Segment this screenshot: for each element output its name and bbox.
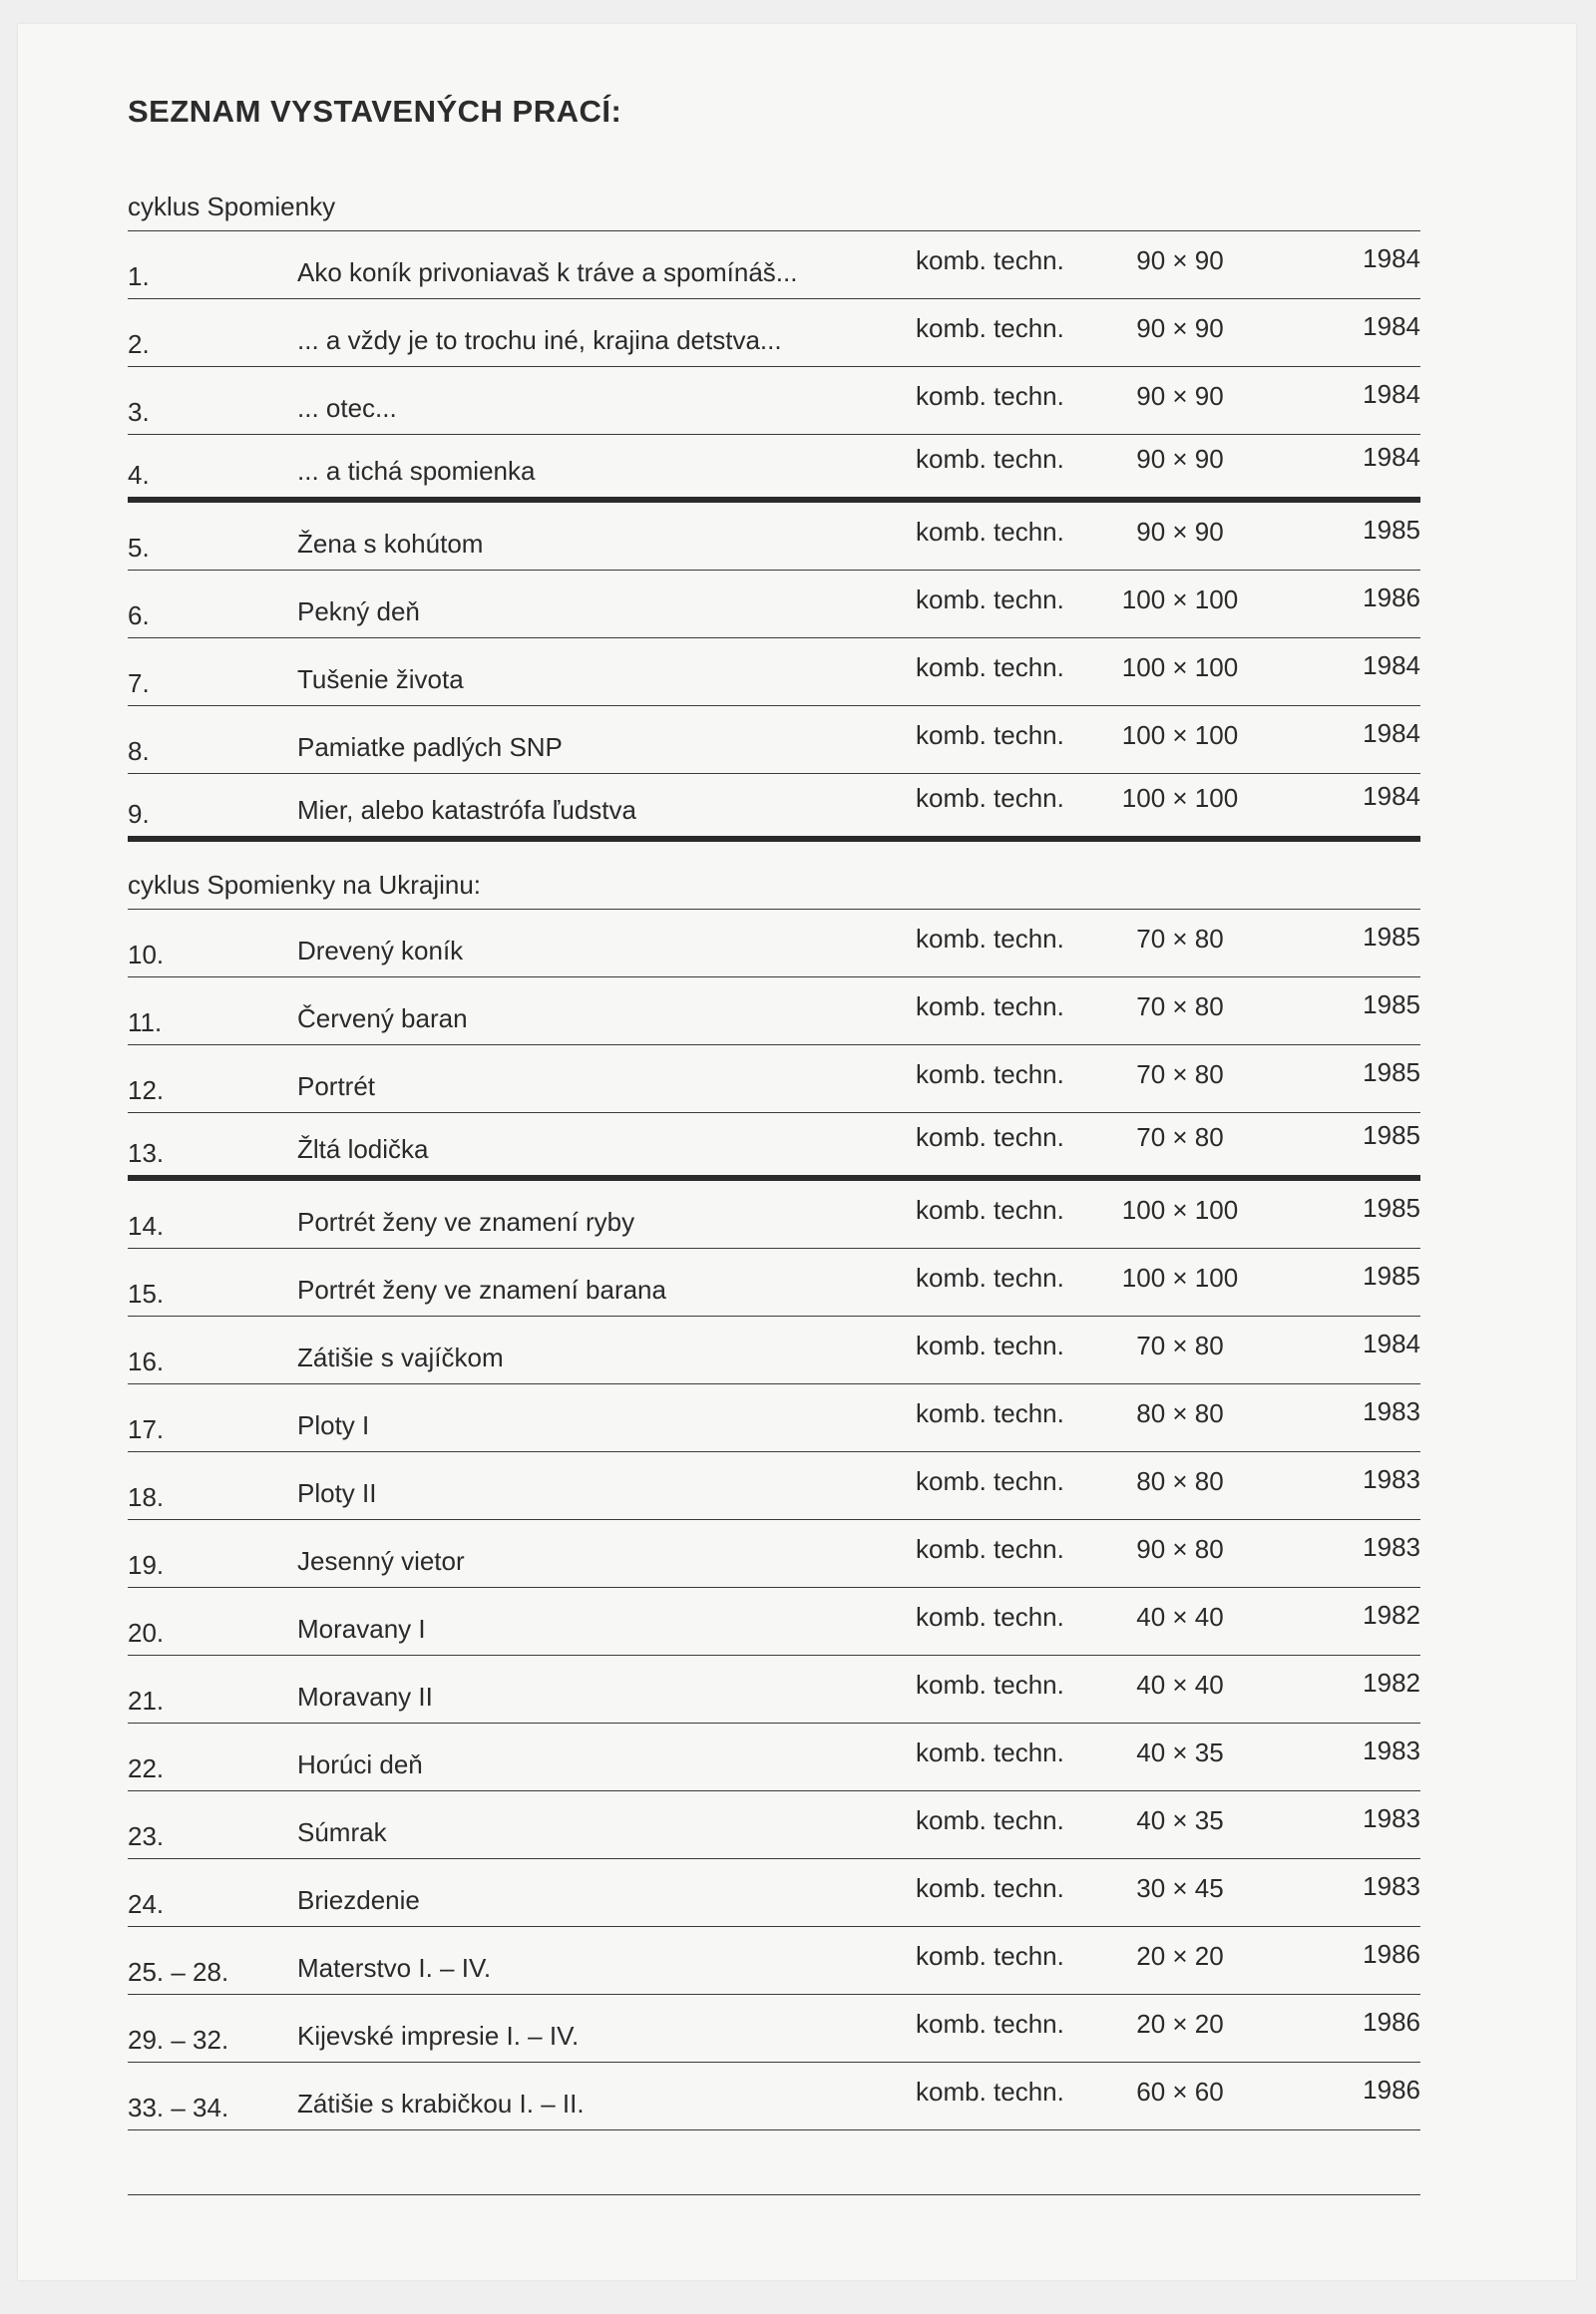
work-title: Portrét [297,1071,376,1101]
technique: komb. techn. [916,1534,1064,1564]
technique: komb. techn. [916,517,1064,547]
item-number: 2. [128,329,150,359]
year: 1984 [1363,718,1420,748]
item-number: 25. – 28. [128,1957,229,1987]
table-row [128,1656,1420,1724]
table-row [128,977,1420,1045]
year: 1986 [1363,1939,1420,1969]
year: 1984 [1363,243,1420,273]
work-title: Žena s kohútom [297,529,484,559]
year: 1986 [1363,2007,1420,2037]
year: 1983 [1363,1464,1420,1494]
dimensions: 100 × 100 [1121,1195,1239,1225]
work-title: Zátišie s vajíčkom [297,1343,504,1372]
table-row [128,1045,1420,1113]
work-title: Materstvo I. – IV. [297,1953,492,1983]
work-title: ... a vždy je to trochu iné, krajina detstva... [297,325,782,355]
dimensions: 20 × 20 [1136,1941,1224,1971]
technique: komb. techn. [916,1737,1064,1767]
technique: komb. techn. [916,245,1064,275]
year: 1986 [1363,2075,1420,2105]
work-title: Ploty II [297,1478,377,1508]
table-row [128,2063,1420,2130]
item-number: 7. [128,668,150,698]
technique: komb. techn. [916,1263,1064,1293]
technique: komb. techn. [916,783,1064,813]
cycle-heading [128,164,1420,231]
dimensions: 70 × 80 [1136,924,1224,954]
table-row [128,910,1420,977]
year: 1983 [1363,1396,1420,1426]
year: 1984 [1363,379,1420,409]
year: 1985 [1363,989,1420,1019]
dimensions: 90 × 90 [1136,381,1224,411]
item-number: 8. [128,736,150,766]
dimensions: 40 × 40 [1136,1602,1224,1632]
year: 1985 [1363,1120,1420,1150]
dimensions: 40 × 35 [1136,1805,1224,1835]
technique: komb. techn. [916,1602,1064,1632]
technique: komb. techn. [916,2009,1064,2039]
item-number: 33. – 34. [128,2093,229,2122]
work-title: Zátišie s krabičkou I. – II. [297,2089,585,2119]
table-row [128,435,1420,503]
item-number: 19. [128,1550,165,1580]
dimensions: 90 × 90 [1136,245,1224,275]
dimensions: 70 × 80 [1136,1122,1224,1152]
table-row [128,1859,1420,1927]
work-title: Súmrak [297,1817,387,1847]
item-number: 18. [128,1482,165,1512]
item-number: 14. [128,1211,165,1241]
technique: komb. techn. [916,1059,1064,1089]
item-number: 3. [128,397,150,427]
cycle-label: cyklus Spomienky [128,192,336,221]
item-number: 6. [128,600,150,630]
table-row [128,1588,1420,1656]
work-title: Žltá lodička [297,1134,429,1164]
work-title: Jesenný vietor [297,1546,465,1576]
technique: komb. techn. [916,2077,1064,2107]
year: 1986 [1363,582,1420,612]
table-row [128,1317,1420,1384]
table-row [128,1181,1420,1249]
table-row [128,1384,1420,1452]
work-title: Červený baran [297,1003,468,1033]
item-number: 22. [128,1753,165,1783]
work-title: Ako koník privoniavaš k tráve a spomínáš... [297,257,798,287]
technique: komb. techn. [916,1466,1064,1496]
work-title: Pekný deň [297,596,420,626]
item-number: 15. [128,1279,165,1309]
year: 1984 [1363,442,1420,472]
technique: komb. techn. [916,313,1064,343]
item-number: 20. [128,1618,165,1648]
dimensions: 60 × 60 [1136,2077,1224,2107]
item-number: 1. [128,261,150,291]
technique: komb. techn. [916,991,1064,1021]
dimensions: 100 × 100 [1121,1263,1239,1293]
technique: komb. techn. [916,444,1064,474]
work-title: ... otec... [297,393,397,423]
item-number: 10. [128,940,165,969]
dimensions: 40 × 40 [1136,1670,1224,1700]
year: 1983 [1363,1871,1420,1901]
dimensions: 90 × 90 [1136,517,1224,547]
table-row [128,571,1420,638]
technique: komb. techn. [916,381,1064,411]
table-row [128,231,1420,299]
work-title: Mier, alebo katastrófa ľudstva [297,795,636,825]
table-row [128,503,1420,571]
technique: komb. techn. [916,1195,1064,1225]
cycle-label: cyklus Spomienky na Ukrajinu: [128,870,482,900]
dimensions: 80 × 80 [1136,1466,1224,1496]
cycle-heading [128,842,1420,910]
table-row [128,1927,1420,1995]
work-title: Portrét ženy ve znamení barana [297,1275,666,1305]
item-number: 5. [128,533,150,563]
year: 1984 [1363,781,1420,811]
work-title: Ploty I [297,1410,370,1440]
item-number: 4. [128,460,150,490]
dimensions: 30 × 45 [1136,1873,1224,1903]
year: 1984 [1363,650,1420,680]
technique: komb. techn. [916,1941,1064,1971]
table-row [128,1113,1420,1181]
item-number: 12. [128,1075,165,1105]
dimensions: 40 × 35 [1136,1737,1224,1767]
item-number: 13. [128,1138,165,1168]
table-row [128,367,1420,435]
dimensions: 70 × 80 [1136,991,1224,1021]
year: 1984 [1363,1329,1420,1358]
technique: komb. techn. [916,1873,1064,1903]
dimensions: 80 × 80 [1136,1398,1224,1428]
item-number: 9. [128,799,150,829]
closing-rule [128,2194,1420,2195]
year: 1983 [1363,1736,1420,1765]
item-number: 16. [128,1347,165,1376]
table-row [128,638,1420,706]
work-title: Tušenie života [297,664,464,694]
technique: komb. techn. [916,1122,1064,1152]
technique: komb. techn. [916,924,1064,954]
table-row [128,706,1420,774]
item-number: 24. [128,1889,165,1919]
dimensions: 20 × 20 [1136,2009,1224,2039]
table-row [128,1520,1420,1588]
page-title: SEZNAM VYSTAVENÝCH PRACÍ: [128,94,622,129]
dimensions: 90 × 90 [1136,444,1224,474]
technique: komb. techn. [916,1398,1064,1428]
item-number: 23. [128,1821,165,1851]
year: 1985 [1363,515,1420,545]
item-number: 17. [128,1414,165,1444]
dimensions: 70 × 80 [1136,1059,1224,1089]
year: 1985 [1363,1057,1420,1087]
item-number: 21. [128,1686,165,1716]
work-title: Portrét ženy ve znamení ryby [297,1207,635,1237]
table-row [128,1995,1420,2063]
dimensions: 90 × 80 [1136,1534,1224,1564]
technique: komb. techn. [916,1670,1064,1700]
technique: komb. techn. [916,1805,1064,1835]
year: 1983 [1363,1803,1420,1833]
work-title: Moravany II [297,1682,433,1712]
work-title: ... a tichá spomienka [297,456,536,486]
table-row [128,299,1420,367]
year: 1984 [1363,311,1420,341]
dimensions: 100 × 100 [1121,652,1239,682]
technique: komb. techn. [916,1331,1064,1360]
dimensions: 100 × 100 [1121,783,1239,813]
technique: komb. techn. [916,720,1064,750]
year: 1985 [1363,922,1420,952]
work-title: Drevený koník [297,936,464,965]
table-row [128,1452,1420,1520]
year: 1982 [1363,1668,1420,1698]
work-title: Horúci deň [297,1749,423,1779]
table-row [128,774,1420,842]
dimensions: 70 × 80 [1136,1331,1224,1360]
year: 1985 [1363,1261,1420,1291]
work-title: Kijevské impresie I. – IV. [297,2021,580,2051]
item-number: 29. – 32. [128,2025,229,2055]
table-row [128,1791,1420,1859]
work-title: Pamiatke padlých SNP [297,732,563,762]
technique: komb. techn. [916,584,1064,614]
work-title: Briezdenie [297,1885,420,1915]
year: 1983 [1363,1532,1420,1562]
year: 1985 [1363,1193,1420,1223]
dimensions: 100 × 100 [1121,584,1239,614]
technique: komb. techn. [916,652,1064,682]
dimensions: 100 × 100 [1121,720,1239,750]
table-row [128,1724,1420,1791]
document-page [18,24,1576,2280]
year: 1982 [1363,1600,1420,1630]
table-row [128,1249,1420,1317]
item-number: 11. [128,1007,163,1037]
dimensions: 90 × 90 [1136,313,1224,343]
work-title: Moravany I [297,1614,426,1644]
